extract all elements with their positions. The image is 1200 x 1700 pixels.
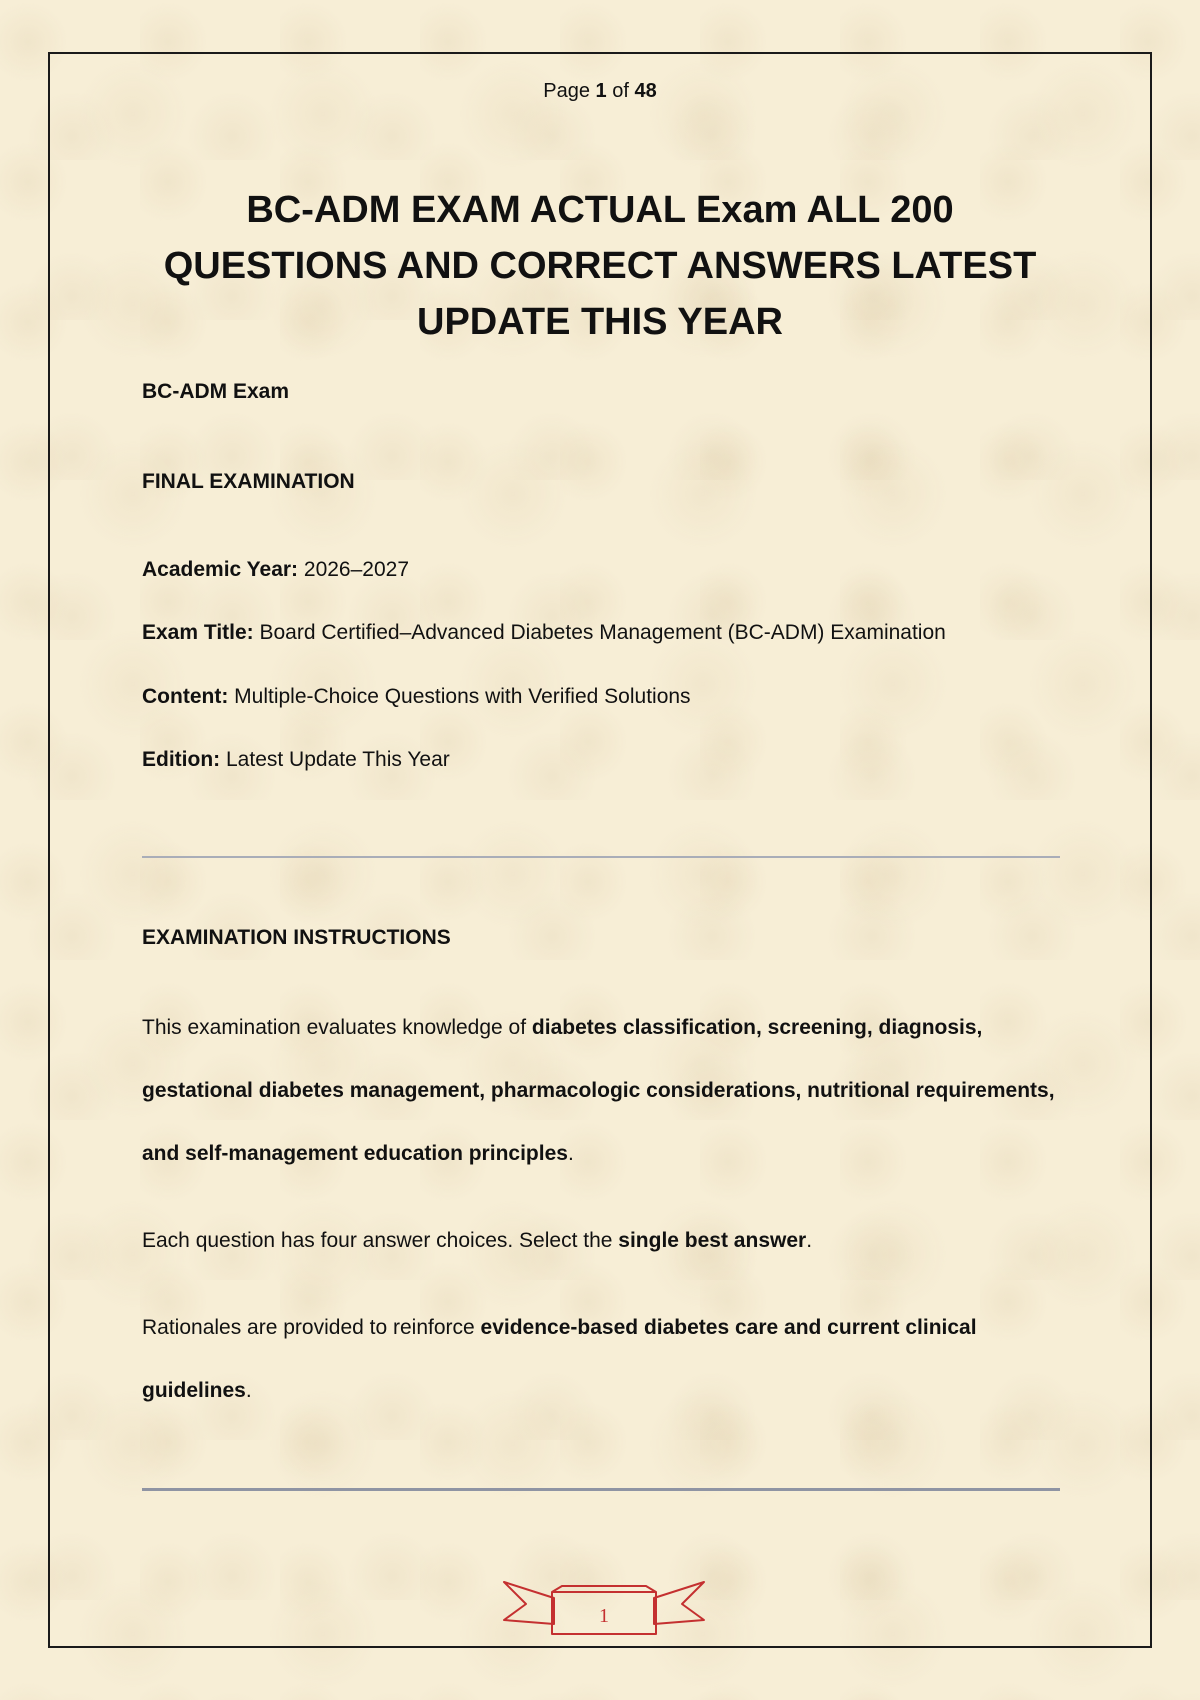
instructions-p1-end: . (567, 1142, 574, 1165)
content-line (142, 685, 691, 709)
footer-page-number: 1 (599, 1605, 609, 1627)
academic-year-line (142, 558, 409, 582)
of-label: of (612, 80, 629, 102)
final-examination-label: FINAL EXAMINATION (142, 470, 355, 493)
instructions-p2-intro: Each question has four answer choices. Select the (142, 1229, 619, 1252)
divider (142, 856, 1060, 858)
instructions-p1-intro: This examination evaluates knowledge of (142, 1016, 532, 1039)
content-label: Content: (142, 685, 229, 708)
content-value: Multiple-Choice Questions with Verified Solutions (234, 685, 691, 708)
instructions-p1-bold: diabetes classification, screening, diagnosis, gestational diabetes management, pharmacologic considerations, nutritional requirements, and self-management education principles (142, 1016, 1055, 1165)
instructions-p3-intro: Rationales are provided to reinforce (142, 1316, 481, 1339)
edition-label: Edition: (142, 748, 221, 771)
exam-title-line (142, 621, 946, 645)
total-pages: 48 (634, 80, 657, 102)
exam-title-value: Board Certified–Advanced Diabetes Management (BC-ADM) Examination (259, 621, 946, 644)
instructions-p3-bold: evidence-based diabetes care and current clinical guidelines (142, 1316, 977, 1402)
current-page: 1 (595, 80, 607, 102)
instructions-paragraph-3 (142, 1296, 1062, 1422)
academic-year-value: 2026–2027 (303, 558, 410, 581)
instructions-heading: EXAMINATION INSTRUCTIONS (142, 926, 451, 949)
instructions-p2-bold: single best answer (618, 1229, 807, 1252)
page-prefix: Page (543, 80, 590, 102)
edition-line (142, 748, 450, 772)
divider-bottom (142, 1488, 1060, 1491)
instructions-p2-end: . (806, 1229, 813, 1252)
page-header (0, 80, 1200, 103)
document-title: BC-ADM EXAM ACTUAL Exam ALL 200 QUESTIONS AND CORRECT ANSWERS LATEST UPDATE THIS YEAR (163, 189, 1037, 343)
exam-name: BC-ADM Exam (142, 380, 290, 403)
edition-value: Latest Update This Year (226, 748, 450, 771)
exam-title-label: Exam Title: (142, 621, 254, 644)
instructions-paragraph-2 (142, 1209, 1062, 1272)
instructions-paragraph-1 (142, 996, 1062, 1185)
academic-year-label: Academic Year: (142, 558, 299, 581)
instructions-p3-end: . (245, 1379, 252, 1402)
